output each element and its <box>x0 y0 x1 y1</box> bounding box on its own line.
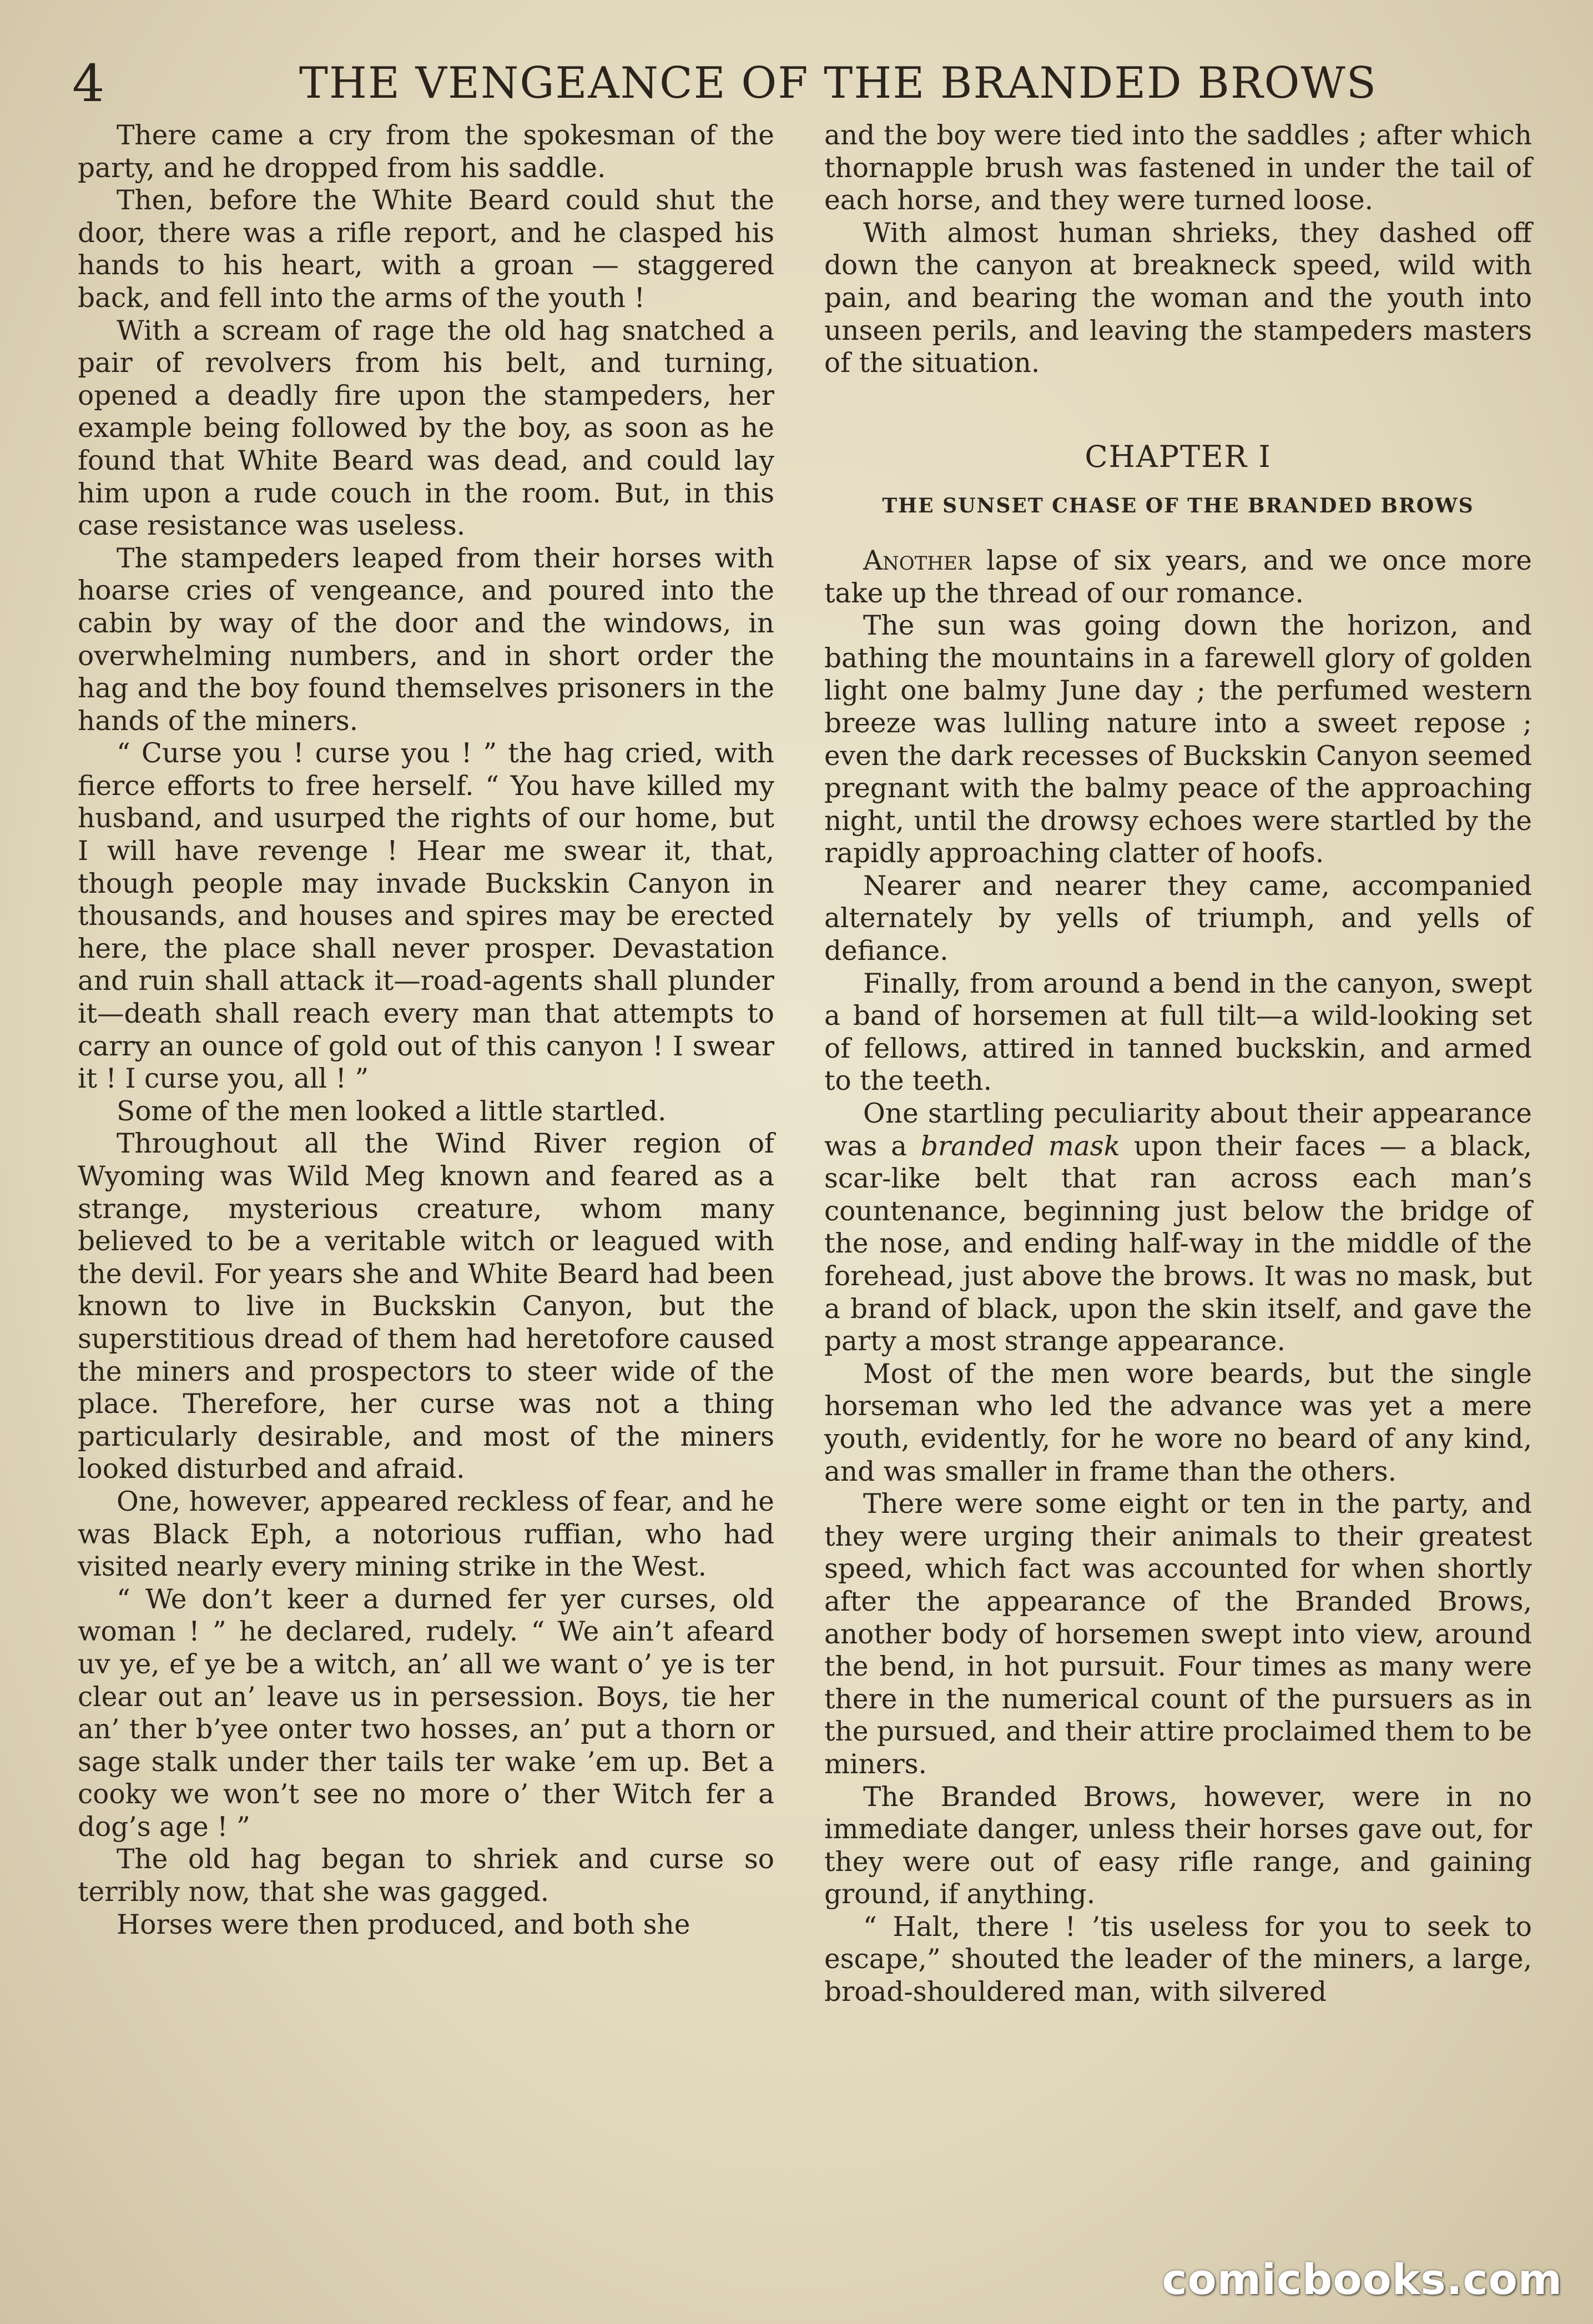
paragraph: There came a cry from the spokesman of the party, and he dropped from his saddle. <box>78 120 774 184</box>
right-column <box>824 119 1532 2009</box>
paragraph: Nearer and nearer they came, accompanied alternately by yells of triumph, and yells of defiance. <box>824 870 1532 967</box>
paragraph: The old hag began to shriek and curse so terribly now, that she was gagged. <box>78 1844 774 1908</box>
paragraph: The Branded Brows, however, were in no immediate danger, unless their horses gave out, for they were out of easy rifle range, and gaining ground, if anything. <box>824 1781 1532 1910</box>
paragraph: Throughout all the Wind River region of Wyoming was Wild Meg known and feared as a strange, mysterious creature, whom many believed to be a veritable witch or leagued with the devil. For years she and White Beard had been known to live in Buckskin Canyon, but the superstitious dread of them had heretofore caused the miners and prospectors to steer wide of the place. Therefore, her curse was not a thing particularly desirable, and most of the miners looked disturbed and afraid. <box>78 1128 774 1485</box>
chapter-title: CHAPTER I <box>1085 439 1272 474</box>
paragraph: Most of the men wore beards, but the single horseman who led the advance was yet a mere youth, evidently, for he wore no beard of any kind, and was smaller in frame than the others. <box>824 1358 1532 1487</box>
chapter-subtitle: THE SUNSET CHASE OF THE BRANDED BROWS <box>882 494 1474 518</box>
site-watermark: comicbooks.com <box>1162 2255 1562 2304</box>
paragraph: Then, before the White Beard could shut the door, there was a rifle report, and he clasped his hands to his heart, with a groan — staggered back, and fell into the arms of the youth ! <box>78 185 774 314</box>
paragraph: Finally, from around a bend in the canyon, swept a band of horsemen at full tilt—a wild-looking set of fellows, attired in tanned buckskin, and armed to the teeth. <box>824 968 1532 1097</box>
opening-word: Another <box>863 545 972 576</box>
paragraph: “ Curse you ! curse you ! ” the hag cried, with fierce efforts to free herself. “ You have killed my husband, and usurped the rights of our home, but I will have revenge ! Hear me swear it, that, though people may invade Buckskin Canyon in thousands, and houses and spires may be erected here, the place shall never prosper. Devastation and ruin shall attack it—road-agents shall plunder it—death shall reach every man that attempts to carry an ounce of gold out of this canyon ! I swear it ! I curse you, all ! ” <box>78 738 774 1095</box>
paragraph: Some of the men looked a little startled. <box>117 1095 667 1127</box>
mask-paragraph <box>824 1098 1532 1358</box>
paragraph: One, however, appeared reckless of fear, and he was Black Eph, a notorious ruffian, who had visited nearly every mining strike in the West. <box>78 1486 774 1583</box>
paragraph: There were some eight or ten in the party, and they were urging their animals to their greatest speed, which fact was accounted for when shortly after the appearance of the Branded Brows, another body of horsemen swept into view, around the bend, in hot pursuit. Four times as many were there in the numerical count of the pursuers as in the pursued, and their attire proclaimed them to be miners. <box>824 1488 1532 1780</box>
paragraph: With almost human shrieks, they dashed off down the canyon at breakneck speed, wild with pain, and bearing the woman and the youth into unseen perils, and leaving the stampeders masters of the situation. <box>824 217 1532 379</box>
page-number: 4 <box>72 53 105 113</box>
paragraph: The sun was going down the horizon, and bathing the mountains in a farewell glory of golden light one balmy June day ; the perfumed western breeze was lulling nature into a sweet repose ; even the dark recesses of Buckskin Canyon seemed pregnant with the balmy peace of the approaching night, until the drowsy echoes were startled by the rapidly approaching clatter of hoofs. <box>824 610 1532 869</box>
left-column <box>78 119 774 1941</box>
paragraph: With a scream of rage the old hag snatched a pair of revolvers from his belt, and turning, opened a deadly fire upon the stampeders, her example being followed by the boy, as soon as he found that White Beard was dead, and could lay him upon a rude couch in the room. But, in this case resistance was useless. <box>78 315 774 542</box>
running-title: THE VENGEANCE OF THE BRANDED BROWS <box>299 58 1378 108</box>
mask-text-after: upon their faces — a black, scar-like belt that ran across each man’s countenance, beginning just below the bridge of the nose, and ending half-way in the middle of the forehead, just above the brows. It was no mask, but a brand of black, upon the skin itself, and gave the party a most strange appearance. <box>824 1130 1532 1357</box>
branded-mask-italic: branded mask <box>920 1130 1120 1162</box>
paragraph: Horses were then produced, and both she <box>117 1909 690 1940</box>
paragraph: “ We don’t keer a durned fer yer curses, old woman ! ” he declared, rudely. “ We ain’t afeard uv ye, ef ye be a witch, an’ all we want o’ ye is ter clear out an’ leave us in persession. Boys, tie her an’ ther b’yee onter two hosses, an’ put a thorn or sage stalk under ther tails ter wake ’em up. Bet a cooky we won’t see no more o’ ther Witch fer a dog’s age ! ” <box>78 1583 774 1843</box>
page-header <box>72 39 1526 128</box>
paragraph: “ Halt, there ! ’tis useless for you to seek to escape,” shouted the leader of the miners, a large, broad-shouldered man, with silvered <box>824 1911 1532 2008</box>
paragraph: The stampeders leaped from their horses with hoarse cries of vengeance, and poured into the cabin by way of the door and the windows, in overwhelming numbers, and in short order the hag and the boy found themselves prisoners in the hands of the miners. <box>78 542 774 737</box>
paragraph-continuation: and the boy were tied into the saddles ; after which thornapple brush was fastened in under the tail of each horse, and they were turned loose. <box>824 120 1532 217</box>
mask-text-before: One startling peculiarity about their appearance was a <box>824 1098 1532 1162</box>
chapter-opening-paragraph <box>824 545 1532 610</box>
opening-text: lapse of six years, and we once more take up the thread of our romance. <box>824 545 1532 609</box>
